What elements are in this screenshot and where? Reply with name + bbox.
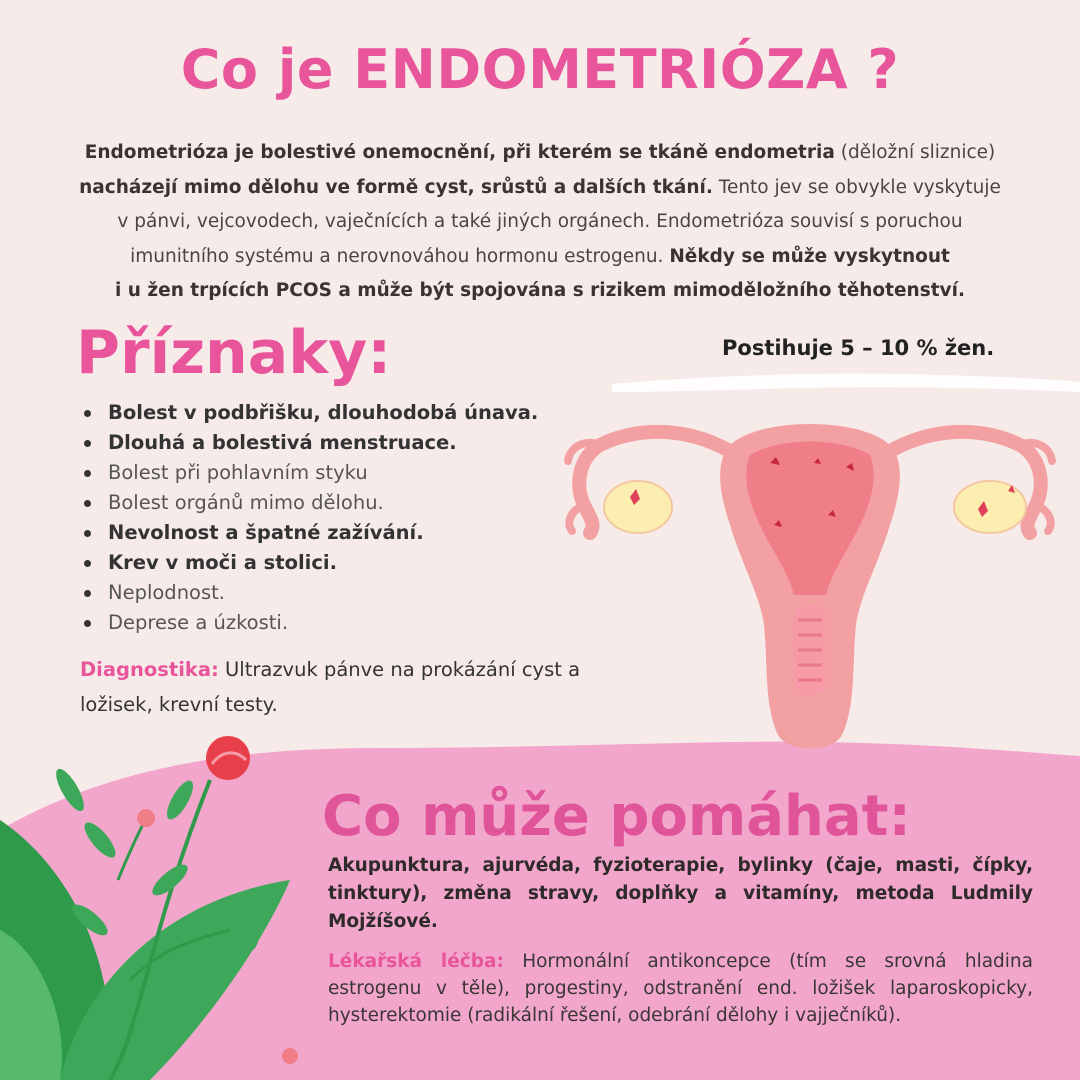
intro-text: Endometrióza je bolestivé onemocnění, při kterém se tkáně endometria bbox=[84, 142, 835, 163]
help-text: Akupunktura, ajurvéda, fyzioterapie, bylinky (čaje, masti, čípky, tinktury), změna stravy, doplňky a vitamíny, metoda Ludmily Mojžíšové. bbox=[328, 855, 1033, 932]
intro-text: i u žen trpících PCOS a může být spojována s rizikem mimoděložního těhotenství. bbox=[114, 280, 965, 301]
page-title: Co je ENDOMETRIÓZA ? bbox=[180, 38, 900, 101]
intro-text: Tento jev se obvykle vyskytuje bbox=[712, 176, 1001, 198]
list-item: Nevolnost a špatné zažívání. bbox=[82, 518, 538, 548]
intro-text: (děložní sliznice) bbox=[834, 142, 996, 163]
list-item: Krev v moči a stolici. bbox=[82, 548, 538, 578]
diagnostics-label: Diagnostika: bbox=[80, 658, 219, 681]
list-item: Bolest orgánů mimo dělohu. bbox=[82, 488, 538, 518]
intro-paragraph bbox=[28, 136, 1052, 309]
intro-text: nacházejí mimo dělohu ve formě cyst, srůstů a dalších tkání. bbox=[79, 176, 713, 198]
plant-illustration bbox=[0, 730, 320, 1080]
list-item: Bolest při pohlavním styku bbox=[82, 458, 538, 488]
diagnostics-text bbox=[80, 652, 600, 722]
intro-text: v pánvi, vejcovodech, vaječnících a také jiných orgánech. Endometrióza souvisí s poruchou bbox=[117, 211, 963, 232]
treatment-label: Lékařská léčba: bbox=[328, 951, 504, 972]
flower-icon bbox=[206, 736, 250, 780]
uterus-illustration bbox=[560, 405, 1060, 765]
list-item: Dlouhá a bolestivá menstruace. bbox=[82, 428, 538, 458]
treatment-body: Hormonální antikoncepce (tím se srovná hladina estrogenu v těle), progestiny, odstranění end. ložišek laparoskopicky, hysterektomie (radikální řešení, odebrání dělohy i vajječníků). bbox=[328, 951, 1033, 1026]
list-item: Deprese a úzkosti. bbox=[82, 608, 538, 638]
symptoms-list bbox=[82, 398, 538, 638]
intro-text: imunitního systému a nerovnováhou hormonu estrogenu. bbox=[130, 245, 670, 267]
treatment-text bbox=[328, 948, 1033, 1029]
help-heading: Co může pomáhat: bbox=[322, 784, 911, 849]
diagnostics-body: Ultrazvuk pánve na prokázání cyst a ložisek, krevní testy. bbox=[80, 658, 581, 716]
symptoms-heading: Příznaky: bbox=[76, 318, 392, 388]
list-item: Bolest v podbřišku, dlouhodobá únava. bbox=[82, 398, 538, 428]
intro-text: Někdy se může vyskytnout bbox=[669, 245, 950, 267]
prevalence-stat: Postihuje 5 – 10 % žen. bbox=[722, 336, 995, 360]
list-item: Neplodnost. bbox=[82, 578, 538, 608]
